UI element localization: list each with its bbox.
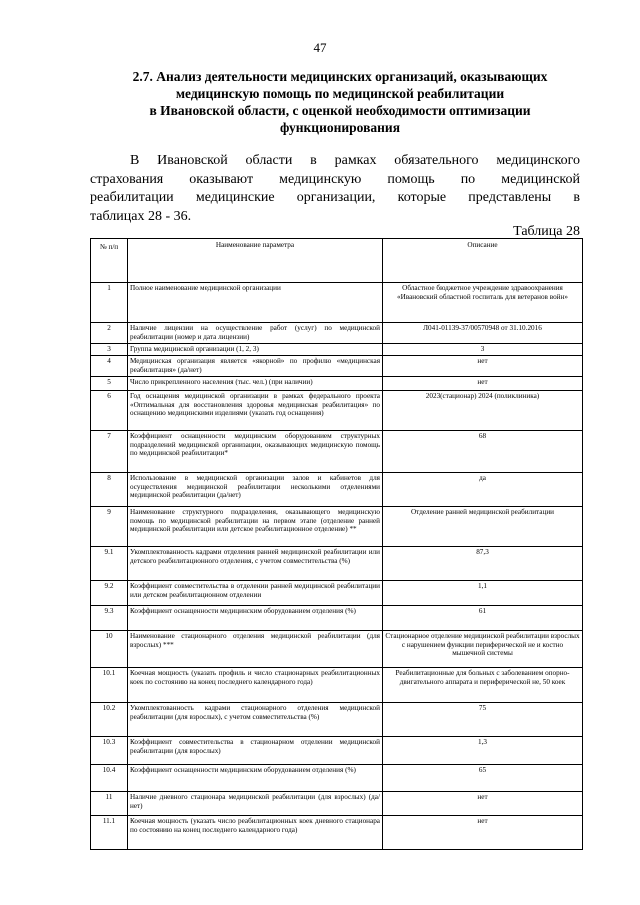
table-row [91, 323, 583, 344]
row-param-name: Число прикрепленного населения (тыс. чел.) (при наличии) [128, 377, 383, 391]
table-row [91, 737, 583, 765]
table-row [91, 283, 583, 323]
row-num: 9.1 [91, 547, 128, 581]
row-param-name: Наличие дневного стационара медицинской реабилитации (для взрослых) (да/нет) [128, 792, 383, 816]
row-description: 1,3 [383, 737, 583, 765]
intro-line: В Ивановской области в рамках обязательного медицинского [130, 153, 580, 168]
row-num: 10.4 [91, 765, 128, 792]
table-row [91, 606, 583, 631]
row-description: нет [383, 816, 583, 850]
row-param-name: Укомплектованность кадрами отделения ранней медицинской реабилитации или детского реабилитационного отделения, с учетом совместительства (%) [128, 547, 383, 581]
row-param-name: Медицинская организация является «якорной» по профилю «медицинская реабилитация» (да/нет) [128, 356, 383, 377]
row-description: 65 [383, 765, 583, 792]
table-row [91, 547, 583, 581]
section-title [95, 68, 585, 136]
table-row [91, 703, 583, 737]
row-num: 1 [91, 283, 128, 323]
row-num: 9.2 [91, 581, 128, 606]
row-param-name: Укомплектованность кадрами стационарного отделения медицинской реабилитации (для взрослых), с учетом совместительства (%) [128, 703, 383, 737]
row-description: нет [383, 792, 583, 816]
row-num: 4 [91, 356, 128, 377]
section-title-line: в Ивановской области, с оценкой необходимости оптимизации [149, 103, 531, 118]
row-num: 10.3 [91, 737, 128, 765]
table-row [91, 631, 583, 668]
row-num: 2 [91, 323, 128, 344]
row-param-name: Коэффициент оснащенности медицинским оборудованием структурных подразделений медицинской организации, оказывающих медицинскую помощь по медицинской реабилитации* [128, 431, 383, 473]
row-param-name: Коечная мощность (указать профиль и число стационарных реабилитационных коек по состоянию на конец последнего календарного года) [128, 668, 383, 703]
table-row [91, 473, 583, 507]
row-num: 10.2 [91, 703, 128, 737]
row-num: 6 [91, 391, 128, 431]
row-description: 87,3 [383, 547, 583, 581]
page-number: 47 [313, 40, 327, 55]
table-row [91, 507, 583, 547]
row-description: нет [383, 356, 583, 377]
row-description: 3 [383, 344, 583, 356]
row-description: Стационарное отделение медицинской реабилитации взрослых с нарушением функции периферической не и костно мышечной системы [383, 631, 583, 668]
intro-paragraph [90, 152, 580, 226]
row-param-name: Коэффициент совместительства в стационарном отделении медицинской реабилитации (для взрослых) [128, 737, 383, 765]
table-row [91, 581, 583, 606]
table-row [91, 816, 583, 850]
table-header-row [91, 239, 583, 283]
row-num: 5 [91, 377, 128, 391]
header-desc: Описание [383, 239, 583, 283]
table-row [91, 356, 583, 377]
row-num: 10 [91, 631, 128, 668]
row-param-name: Коечная мощность (указать число реабилитационных коек дневного стационара по состоянию на конец последнего календарного года) [128, 816, 383, 850]
table-row [91, 668, 583, 703]
row-description: Областное бюджетное учреждение здравоохранения «Ивановский областной госпиталь для ветеранов войн» [383, 283, 583, 323]
row-param-name: Группа медицинской организации (1, 2, 3) [128, 344, 383, 356]
row-description: Л041-01139-37/00570948 от 31.10.2016 [383, 323, 583, 344]
row-description: 75 [383, 703, 583, 737]
row-description: да [383, 473, 583, 507]
row-num: 3 [91, 344, 128, 356]
row-num: 7 [91, 431, 128, 473]
row-param-name: Коэффициент совместительства в отделении ранней медицинской реабилитации или детском реабилитационном отделении [128, 581, 383, 606]
table-body [91, 283, 583, 850]
row-description: 1,1 [383, 581, 583, 606]
row-param-name: Использование в медицинской организации залов и кабинетов для осуществления медицинской реабилитации несколькими отделениями медицинской реабилитации (да/нет) [128, 473, 383, 507]
row-description: нет [383, 377, 583, 391]
row-param-name: Полное наименование медицинской организации [128, 283, 383, 323]
row-param-name: Наименование структурного подразделения, оказывающего медицинскую помощь по медицинской реабилитации на первом этапе (отделение ранней медицинской реабилитации или детское реабилитационное отделение) ** [128, 507, 383, 547]
row-num: 11 [91, 792, 128, 816]
section-title-line: 2.7. Анализ деятельности медицинских организаций, оказывающих [132, 69, 548, 84]
table-row [91, 344, 583, 356]
table-row [91, 431, 583, 473]
row-param-name: Коэффициент оснащенности медицинским оборудованием отделения (%) [128, 765, 383, 792]
table-caption: Таблица 28 [513, 224, 580, 239]
table-row [91, 391, 583, 431]
row-description: 2023(стационар) 2024 (поликлиника) [383, 391, 583, 431]
row-num: 8 [91, 473, 128, 507]
table-row [91, 765, 583, 792]
row-num: 9 [91, 507, 128, 547]
row-num: 9.3 [91, 606, 128, 631]
row-description: 68 [383, 431, 583, 473]
section-title-line: медицинскую помощь по медицинской реабилитации [175, 86, 505, 101]
table-row [91, 377, 583, 391]
parameters-table [90, 238, 583, 850]
row-description: Реабилитационные для больных с заболеванием опорно-двигательного аппарата и периферической не, 50 коек [383, 668, 583, 703]
row-param-name: Наличие лицензии на осуществление работ (услуг) по медицинской реабилитации (номер и дата лицензии) [128, 323, 383, 344]
header-name: Наименование параметра [128, 239, 383, 283]
table-row [91, 792, 583, 816]
row-param-name: Наименование стационарного отделения медицинской реабилитации (для взрослых) *** [128, 631, 383, 668]
section-title-line: функционирования [280, 120, 400, 135]
intro-line: страхования оказывают медицинскую помощь по медицинской [90, 171, 580, 187]
intro-line: таблицах 28 - 36. [90, 208, 192, 224]
row-num: 11.1 [91, 816, 128, 850]
row-param-name: Коэффициент оснащенности медицинским оборудованием отделения (%) [128, 606, 383, 631]
row-param-name: Год оснащения медицинской организации в рамках федерального проекта «Оптимальная для восстановления здоровья медицинская реабилитация» по оснащению медицинскими изделиями (указать год оснащения) [128, 391, 383, 431]
row-num: 10.1 [91, 668, 128, 703]
intro-line: реабилитации медицинские организации, которые представлены в [90, 190, 580, 205]
row-description: Отделение ранней медицинской реабилитации [383, 507, 583, 547]
row-description: 61 [383, 606, 583, 631]
header-num: № п/п [91, 239, 128, 283]
